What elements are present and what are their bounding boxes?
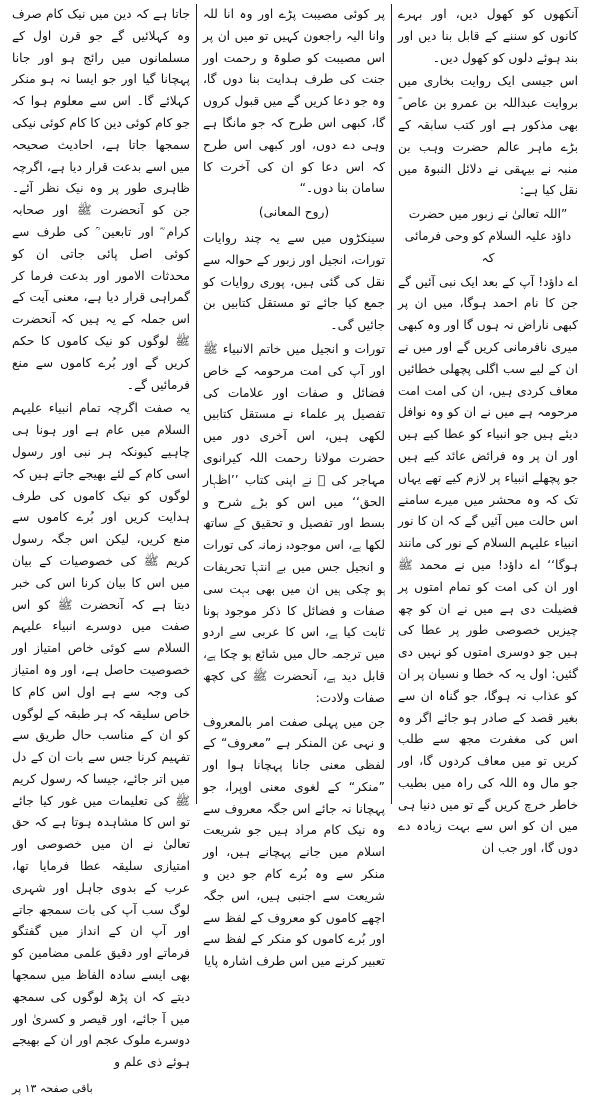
continued-note: باقی صفحہ ۱۳ پر bbox=[12, 1082, 93, 1096]
column-right bbox=[392, 4, 584, 856]
paragraph: جاتا ہے کہ دین میں نیک کام صرف وہ کہلائیں گے جو قرن اول کے مسلمانوں میں رائج ہو اور جانا پہچانا گیا اور جو ایسا نہ ہو منکر کہلائے گا۔ اس سے معلوم ہوا کہ جو کام کوئی دین کا کام کوئی نیکی سمجھا جاتا ہے، احادیث صحیحہ میں اسے بدعت قرار دیا ہے، اگرچہ ظاہری طور پر وہ نیک نظر آئے۔ جن کو آنحضرت ﷺ اور صحابہ کرام ؓ اور تابعین ؒ کی طرف سے کوئی اصل پائی جاتی ان کو محدثات الامور اور بدعت فرما کر گمراہی قرار دیا ہے، معنی آیت کے اس جملہ کے یہ ہیں کہ آنحضرت ﷺ لوگوں کو نیک کاموں کا حکم کریں گے اور بُرے کاموں سے منع فرمائیں گے۔ bbox=[12, 7, 190, 392]
column-middle bbox=[196, 4, 392, 969]
paragraph: پر کوئی مصیبت پڑے اور وہ انا للہ وانا الیہ راجعون کہیں تو میں ان پر اس مصیبت کو صلوۃ و رحمت اور جنت کی طرف ہدایت بنا دوں گا، وہ جو دعا کریں گے میں قبول کروں گا، کبھی اس طرح کہ جو مانگا ہے وہی دے دوں، اور کبھی اس طرح کہ اس دعا کو ان کی آخرت کا سامان بنا دوں۔“ bbox=[203, 7, 385, 196]
quote-heading: ”اللہ تعالیٰ نے زبور میں حضرت داؤد علیہ السلام کو وحی فرمائی کہ bbox=[404, 207, 572, 265]
paragraph: یہ صفت اگرچہ تمام انبیاء علیہم السلام میں عام ہے اور ہونا ہی چاہیے کیونکہ ہر نبی اور رسول اسی کام کے لئے بھیجے جاتے ہیں کہ لوگوں کو نیک کاموں کی طرف ہدایت کریں اور بُرے کاموں سے منع کریں، لیکن اس جگہ رسول کریم ﷺ کی خصوصیات کے بیان میں اس کا بیان کرنا اس کی خبر دیتا ہے کہ آنحضرت ﷺ کو اس صفت میں دوسرے انبیاء علیہم السلام سے کوئی خاص امتیاز اور خصوصیت حاصل ہے، اور وہ امتیاز کی وجہ سے ہے اول اس کام کا خاص سلیقہ کہ ہر طبقہ کے لوگوں کو ان کے مناسب حال طریق سے تفہیم کرنا جس سے بات ان کے دل میں اتر جائے، جیسا کہ رسول کریم ﷺ کی تعلیمات میں غور کیا جائے تو اس کا مشاہدہ ہوتا ہے کہ حق تعالیٰ نے ان میں خصوصی اور امتیازی سلیقہ عطا فرمایا تھا، عرب کے بدوی جاہل اور شہری لوگ سب آپ کی بات سمجھ جاتے اور آپ ان کے انداز میں گفتگو فرماتے اور دقیق علمی مضامین کو بھی ایسے سادہ الفاظ میں سمجھا دیتے کہ ان پڑھ لوگوں کی سمجھ میں آ جائے، اور قیصر و کسریٰ اور دوسرے ملوک عجم اور ان کے بھیجے ہوئے ذی علم و bbox=[12, 401, 190, 1070]
paragraph: اے داؤد! آپ کے بعد ایک نبی آئیں گے جن کا نام احمد ہوگا، میں ان پر کبھی ناراض نہ ہوں گا اور وہ کبھی میری نافرمانی کریں گے اور میں نے ان کے لیے سب اگلی پچھلی خطائیں معاف کردی ہیں، ان کی امت امت مرحومہ ہے میں نے ان کو وہ نوافل دیئے ہیں جو انبیاء کو عطا کیے ہیں اور ان پر وہ فرائض عائد کیے ہیں جو پچھلے انبیاء پر لازم کیے تھے یہاں تک کہ وہ محشر میں میرے سامنے اس حالت میں آئیں گے کہ ان کا نور انبیاء علیہم السلام کے نور کی مانند ہوگا‘‘ اے داؤد! میں نے محمد ﷺ اور ان کی امت کو تمام امتوں پر فضیلت دی ہے میں نے ان کو چھ چیزیں خصوصی طور پر عطا کی ہیں جو دوسری امتوں کو نہیں دی گئیں: اول یہ کہ خطا و نسیان پر ان کو عذاب نہ ہوگا، جو گناہ ان سے بغیر قصد کے صادر ہو جائے اگر وہ اس کی مغفرت مجھ سے طلب کریں تو میں معاف کردوں گا، اور جو مال وہ اللہ کی راہ میں بطیب خاطر خرچ کریں گے تو میں دنیا ہی میں ان کو اس سے بہت زیادہ دے دوں گا، اور جب ان bbox=[398, 274, 578, 856]
paragraph: سینکڑوں میں سے یہ چند روایات تورات، انجیل اور زبور کے حوالہ سے نقل کی گئی ہیں، پوری روایات کو جمع کیا جائے تو مستقل کتابیں بن جائیں گی۔ bbox=[203, 230, 385, 333]
paragraph: آنکھوں کو کھول دیں، اور بہرے کانوں کو سننے کے قابل بنا دیں اور بند ہوئے دلوں کو کھول دیں۔ bbox=[398, 7, 578, 65]
source-citation: (روح المعانی) bbox=[258, 205, 330, 220]
column-left bbox=[6, 4, 196, 1096]
paragraph: اس جیسی ایک روایت بخاری میں بروایت عبداللہ بن عمرو بن عاص ؓ بھی مذکور ہے اور کتب سابقہ کے بڑے ماہر عالم حضرت وہب بن منبہ نے بیہقی نے دلائل النبوۃ میں نقل کیا ہے: bbox=[398, 74, 578, 198]
paragraph: جن میں پہلی صفت امر بالمعروف و نہی عن المنکر ہے ”معروف“ کے لفظی معنی جانا پہچانا ہوا اور ”منکر“ کے لغوی معنی اوپرا، جو پہچانا نہ جائے اس جگہ معروف سے وہ نیک کام مراد ہیں جو شریعت اسلام میں جانے پہچانے ہیں، اور منکر سے وہ بُرے کام جو دین و شریعت سے اجنبی ہیں، اس جگہ اچھے کاموں کو معروف کے لفظ سے اور بُرے کاموں کو منکر کے لفظ سے تعبیر کرنے میں اس طرف اشارہ پایا bbox=[203, 714, 385, 969]
paragraph: تورات و انجیل میں خاتم الانبیاء ﷺ اور آپ کی امت مرحومہ کے خاص فضائل و صفات اور علامات کی تفصیل پر علماء نے مستقل کتابیں لکھی ہیں، اس آخری دور میں حضرت مولانا رحمت اللہ کیرانوی مہاجر کی ﷫ نے اپنی کتاب ’’اظہار الحق‘‘ میں اس کو بڑے شرح و بسط اور تفصیل و تحقیق کے ساتھ لکھا ہے، اس موجودہ زمانہ کی تورات و انجیل جس میں بے انتہا تحریفات ہو چکی ہیں ان میں بھی بہت سی صفات و فضائل کا ذکر موجود ہونا ثابت کیا ہے، اس کا عربی سے اردو میں ترجمہ حال میں شائع ہو چکا ہے، قابل دید ہے، آنحضرت ﷺ کی کچھ صفات ولادت: bbox=[203, 341, 385, 705]
